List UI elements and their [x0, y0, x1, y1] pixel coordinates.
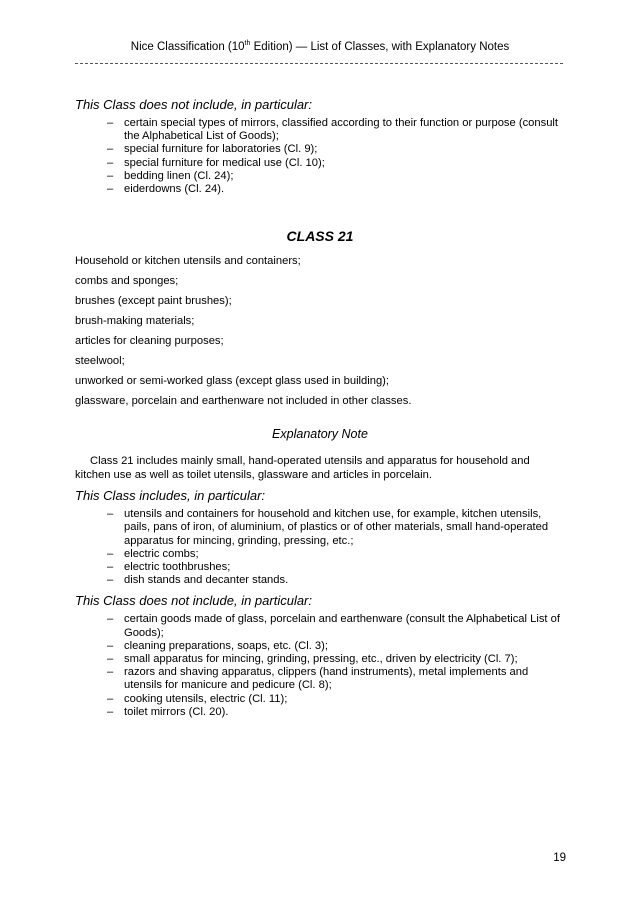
class-heading-line: combs and sponges; — [75, 275, 179, 288]
class-heading-line: steelwool; — [75, 355, 125, 368]
previous-excludes-heading: This Class does not include, in particular: — [75, 97, 313, 112]
class-heading-line: Household or kitchen utensils and containers; — [75, 255, 301, 268]
list-item: – special furniture for laboratories (Cl. 9); — [107, 143, 565, 156]
class-heading-line: brushes (except paint brushes); — [75, 295, 232, 308]
page-content — [75, 97, 565, 719]
page-header — [75, 40, 565, 54]
list-item: – bedding linen (Cl. 24); — [107, 170, 565, 183]
class-heading-line: glassware, porcelain and earthenware not included in other classes. — [75, 395, 412, 408]
class-heading-line: brush-making materials; — [75, 315, 195, 328]
list-item: – electric toothbrushes; — [107, 561, 565, 574]
class-heading-line: articles for cleaning purposes; — [75, 335, 224, 348]
excludes-heading: This Class does not include, in particular: — [75, 593, 313, 609]
previous-excludes-list — [75, 117, 565, 196]
list-item: – small apparatus for mincing, grinding, pressing, etc., driven by electricity (Cl. 7); — [107, 653, 565, 666]
list-item: – certain goods made of glass, porcelain and earthenware (consult the Alphabetical List of Goods); — [107, 613, 565, 639]
list-item: – dish stands and decanter stands. — [107, 574, 565, 587]
list-item: – electric combs; — [107, 548, 565, 561]
list-item: – razors and shaving apparatus, clippers (hand instruments), metal implements and utensils for manicure and pedicure (Cl. 8); — [107, 666, 565, 692]
class-heading — [75, 254, 565, 408]
list-item: – special furniture for medical use (Cl. 10); — [107, 157, 565, 170]
header-title-start: Nice Classification (10 — [130, 41, 245, 53]
explanatory-note-title: Explanatory Note — [272, 427, 368, 442]
class-heading-line: unworked or semi-worked glass (except glass used in building); — [75, 375, 390, 388]
excludes-list — [75, 613, 565, 719]
header-title-end: Edition) — List of Classes, with Explanatory Notes — [250, 41, 510, 53]
header-title-superscript: th — [244, 40, 251, 47]
list-item: – cleaning preparations, soaps, etc. (Cl. 3); — [107, 640, 565, 653]
includes-list — [75, 508, 565, 587]
list-item: – cooking utensils, electric (Cl. 11); — [107, 693, 565, 706]
class-title: CLASS 21 — [286, 228, 354, 245]
list-item: – certain special types of mirrors, classified according to their function or purpose (consult the Alphabetical List of Goods); — [107, 117, 565, 143]
header-rule — [75, 63, 563, 64]
page-number: 19 — [553, 852, 566, 864]
list-item: – toilet mirrors (Cl. 20). — [107, 706, 565, 719]
list-item: – eiderdowns (Cl. 24). — [107, 183, 565, 196]
list-item: – utensils and containers for household and kitchen use, for example, kitchen utensils, pails, pans of iron, of aluminium, of plastics or of other materials, small hand-operated apparatus for mincing, grinding, pressing, etc.; — [107, 508, 565, 548]
explanatory-note-text: Class 21 includes mainly small, hand-operated utensils and apparatus for household and kitchen use as well as toilet utensils, glassware and articles in porcelain. — [75, 455, 530, 482]
includes-heading: This Class includes, in particular: — [75, 488, 266, 504]
